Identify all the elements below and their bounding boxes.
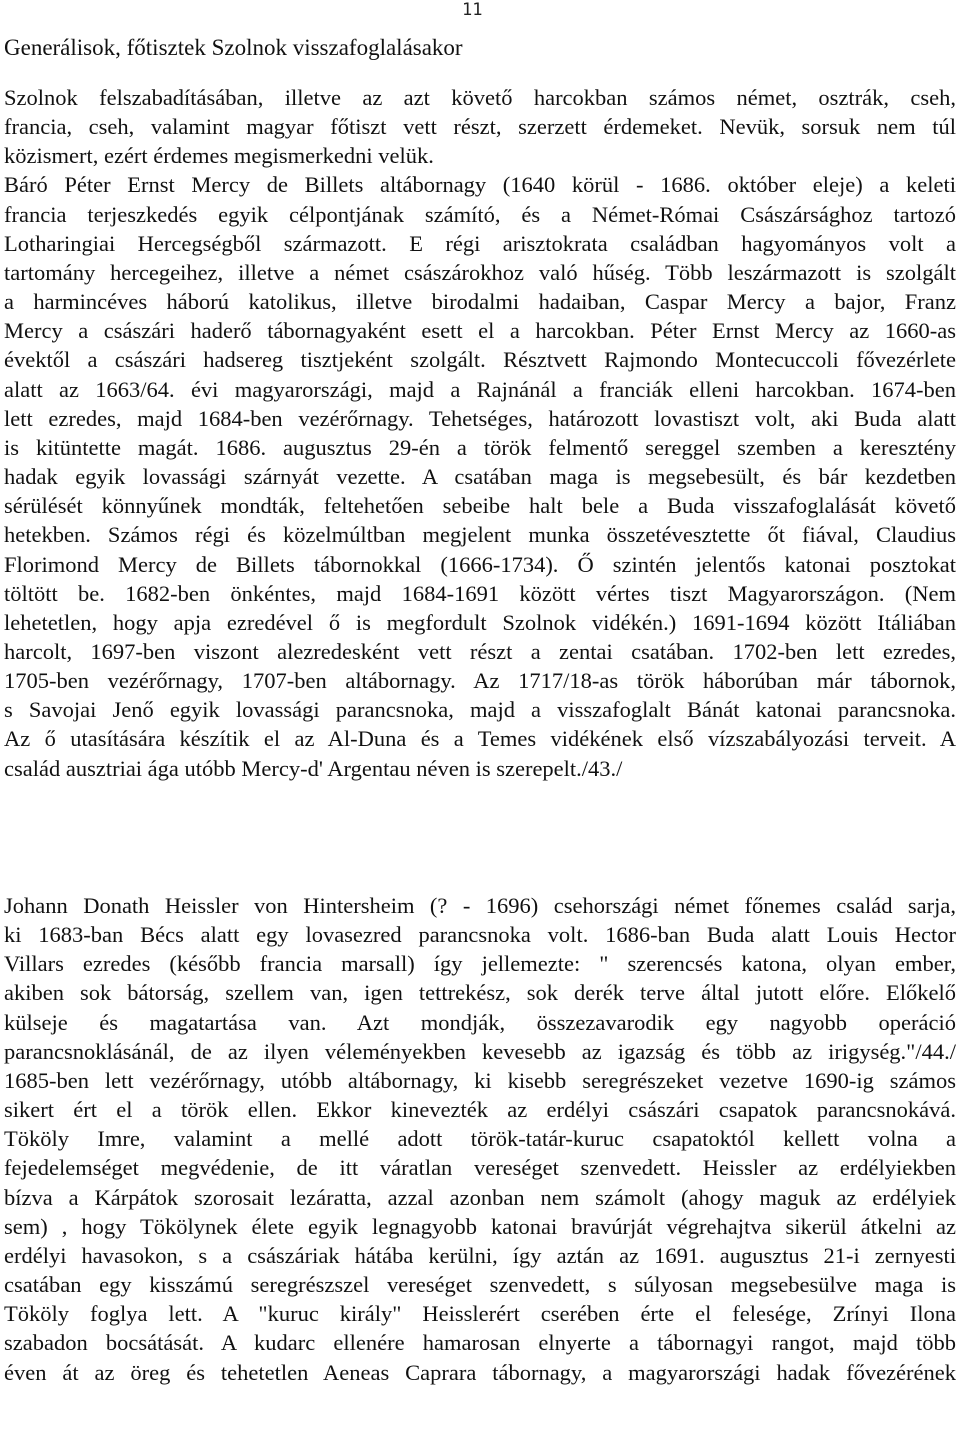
text-line: 1705-ben vezérőrnagy, 1707-ben altábornagy. Az 1717/18-as török háborúban már tábornok,: [4, 668, 956, 694]
text-line: alatt az 1663/64. évi magyarországi, majd a Rajnánál a franciák elleni harcokban. 1674-ben: [4, 376, 956, 402]
text-line: töltött be. 1682-ben önkéntes, majd 1684-1691 között vértes tiszt Magyarországon. (Nem: [4, 580, 956, 606]
text-line: éven át az öreg és tehetetlen Aeneas Caprara tábornagy, a magyarországi hadak fővezérének: [4, 1359, 956, 1385]
text-line: francia, cseh, valamint magyar főtiszt vett részt, szerzett érdemeket. Nevük, sorsuk nem túl: [4, 114, 956, 140]
text-line: Báró Péter Ernst Mercy de Billets altábornagy (1640 körül - 1686. október eleje) a keleti: [4, 172, 956, 198]
text-line: Mercy a császári haderő tábornagyaként esett el a harcokban. Péter Ernst Mercy az 1660-as: [4, 318, 956, 344]
text-line: parancsnoklásánál, de az ilyen véleményekben kevesebb az igazság és több az irigység."/44./: [4, 1038, 956, 1064]
text-line: Tököly foglya lett. A "kuruc király" Heisslerért cserében érte el felesége, Zrínyi Ilona: [4, 1301, 956, 1327]
text-line: Johann Donath Heissler von Hintersheim (? - 1696) csehországi német főnemes család sarja,: [4, 893, 956, 918]
text-line: Szolnok felszabadításában, illetve az azt követő harcokban számos német, osztrák, cseh,: [4, 85, 956, 110]
text-line: ki 1683-ban Bécs alatt egy lovasezred parancsnoka volt. 1686-ban Buda alatt Louis Hector: [4, 922, 956, 948]
text-line: a harmincéves háború katolikus, illetve birodalmi hadaiban, Caspar Mercy a bajor, Franz: [4, 289, 956, 315]
text-line: 1685-ben lett vezérőrnagy, utóbb altábornagy, ki kisebb seregrészeket vezetve 1690-ig számos: [4, 1067, 956, 1093]
text-line: akiben sok bátorság, szellem van, igen tettrekész, sok derék terve által jutott előre. Előkelő: [4, 980, 956, 1006]
text-line: fejedelemséget megvédenie, de itt váratlan vereséget szenvedett. Heissler az erdélyiekben: [4, 1155, 956, 1181]
text-line: Lotharingiai Hercegségből származott. E régi arisztokrata családban hagyományos volt a: [4, 230, 956, 256]
text-line: s Savojai Jenő egyik lovassági parancsnoka, majd a visszafoglalt Bánát katonai parancsnoka.: [4, 697, 956, 723]
text-line: tartomány hercegeihez, illetve a német császárokhoz való hűség. Több leszármazott is szolgált: [4, 259, 956, 285]
text-line: sérülését könnyűnek mondták, feltehetően sebeibe halt bele a Buda visszafoglalását követő: [4, 493, 956, 519]
text-line: külseje és magatartása van. Azt mondják, összezavarodik egy nagyobb operáció: [4, 1009, 956, 1035]
text-line: bízva a Kárpátok szorosait lezáratta, azzal azonban nem számolt (ahogy maguk az erdélyiek: [4, 1184, 956, 1210]
text-line: erdélyi havasokon, s a császáriak hátába kerülni, így aztán az 1691. augusztus 21-i zernyesti: [4, 1242, 956, 1268]
text-line: Tököly Imre, valamint a mellé adott török-tatár-kuruc csapatoktól kellett volna a: [4, 1126, 956, 1152]
text-line: család ausztriai ága utóbb Mercy-d' Argentau néven is szerepelt./43./: [4, 755, 623, 781]
text-line: Villars ezredes (később francia marsall) így jellemezte: " szerencsés katona, olyan ember,: [4, 951, 956, 977]
text-line: hetekben. Számos régi és közelmúltban megjelent munka összetévesztette őt fiával, Claudius: [4, 522, 956, 548]
text-line: csatában egy kisszámú seregrészszel vereséget szenvedett, s súlyosan megsebesülve maga is: [4, 1272, 956, 1298]
text-line: hadak egyik lovassági szárnyát vezette. A csatában maga is megsebesült, és bár kezdetben: [4, 464, 956, 490]
text-line: szabadon bocsátását. A kudarc ellenére hamarosan elnyerte a tábornagyi rangot, majd több: [4, 1330, 956, 1356]
text-line: francia terjeszkedés egyik célpontjának számító, és a Német-Római Császársághoz tartozó: [4, 201, 956, 227]
text-line: lett ezredes, majd 1684-ben vezérőrnagy. Tehetséges, határozott lovastiszt volt, aki Buda alatt: [4, 405, 956, 431]
paragraph-mercy: [4, 83, 956, 783]
text-line: közismert, ezért érdemes megismerkedni velük.: [4, 143, 434, 169]
page-number: 11: [462, 0, 483, 20]
text-line: is kitüntette magát. 1686. augusztus 29-én a török felmentő sereggel szemben a keresztény: [4, 434, 956, 460]
text-line: sem) , hogy Tökölynek élete egyik legnagyobb katonai bravúrját végrehajtva sikerül átkelni az: [4, 1213, 956, 1239]
text-line: lehetetlen, hogy apja ezredével ő is megfordult Szolnok vidékén.) 1691-1694 között Itáliában: [4, 609, 956, 635]
text-line: Florimond Mercy de Billets tábornokkal (1666-1734). Ő szintén jelentős katonai posztokat: [4, 551, 956, 577]
text-line: Az ő utasítására készítik el az Al-Duna és a Temes vidékének első vízszabályozási terveit. A: [4, 726, 956, 752]
text-line: sikert ért el a török ellen. Ekkor kinevezték az erdélyi császári csapatok parancsnokává.: [4, 1097, 956, 1123]
text-line: harcolt, 1697-ben viszont alezredesként vett részt a zentai csatában. 1702-ben lett ezredes,: [4, 638, 956, 664]
page-title: Generálisok, főtisztek Szolnok visszafoglalásakor: [4, 35, 463, 60]
paragraph-heissler: [4, 891, 956, 1387]
text-line: évektől a császári hadsereg tisztjeként szolgált. Résztvett Rajmondo Montecuccoli fővezérlete: [4, 347, 956, 373]
